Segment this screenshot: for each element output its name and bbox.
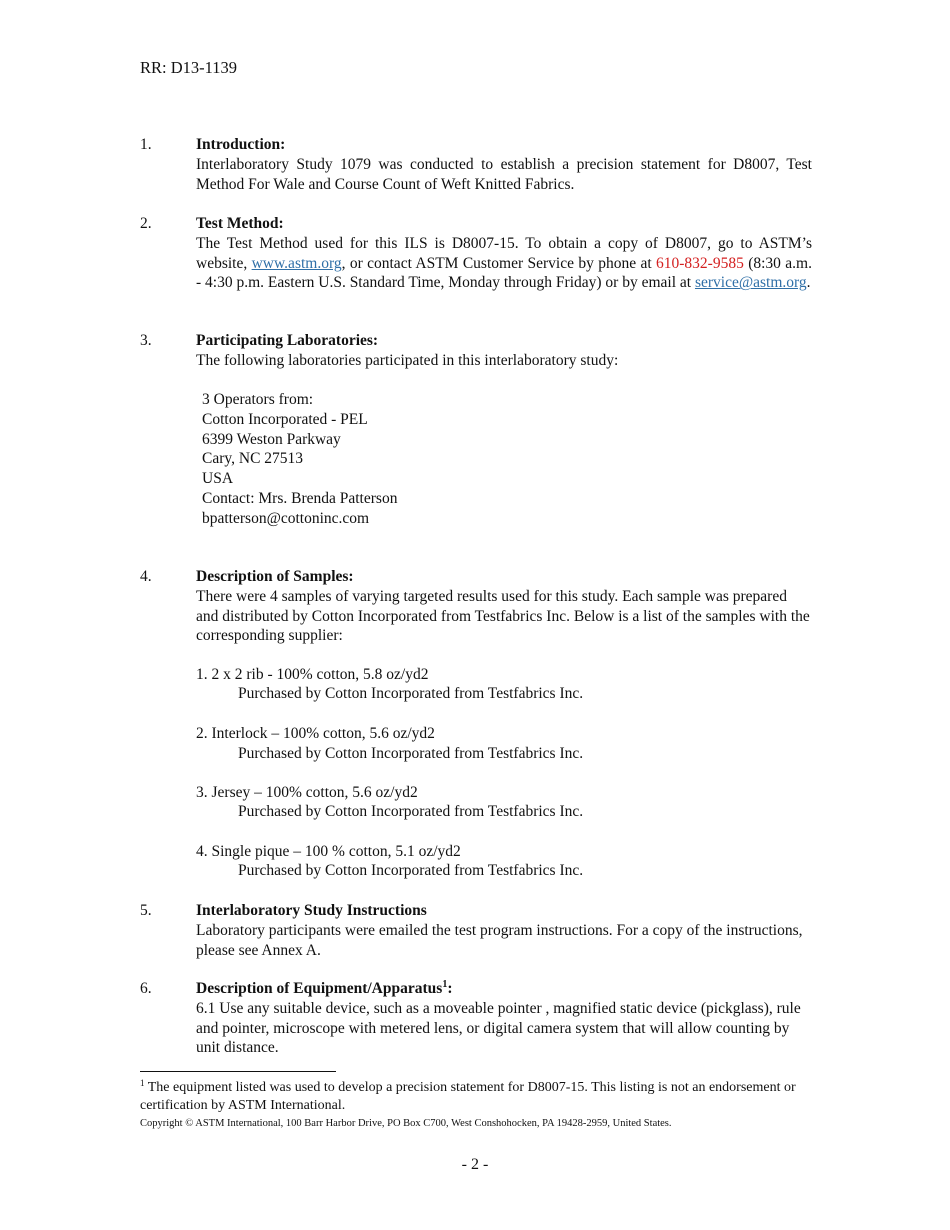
copyright-notice: Copyright © ASTM International, 100 Barr Harbor Drive, PO Box C700, West Conshohocken, PA 19428-2959, United States. — [140, 1118, 672, 1129]
text-fragment: (8:30 a.m. - 4:30 p.m. Eastern U.S. Standard Time, Monday through Friday) or by email at — [196, 254, 812, 292]
address-line: bpatterson@cottoninc.com — [202, 509, 370, 527]
footnote-marker: 1 — [140, 1078, 145, 1088]
section-text — [196, 234, 812, 293]
section-text: 6.1 Use any suitable device, such as a moveable pointer , magnified static device (pickglass), rule and pointer, microscope with metered lens, or digital camera system that will allow counting by unit distance. — [196, 999, 801, 1057]
footnote — [140, 1079, 800, 1115]
section-heading: Test Method: — [196, 215, 284, 232]
address-line: 3 Operators from: — [202, 391, 314, 408]
phone-number: 610-832-9585 — [656, 254, 744, 272]
section-heading: Introduction: — [196, 136, 286, 153]
section-heading: Description of Samples: — [196, 568, 354, 585]
sample-item: 1. 2 x 2 rib - 100% cotton, 5.8 oz/yd2 — [196, 666, 429, 683]
footnote-reference: 1 — [442, 979, 448, 990]
section-participating-laboratories — [196, 331, 812, 371]
text-fragment: . — [806, 274, 811, 292]
section-number: 5. — [140, 902, 152, 919]
sample-supplier: Purchased by Cotton Incorporated from Testfabrics Inc. — [238, 862, 584, 879]
section-number: 4. — [140, 568, 152, 585]
astm-website-link[interactable]: www.astm.org — [251, 254, 342, 272]
section-heading: Participating Laboratories: — [196, 332, 379, 349]
heading-text: : — [447, 980, 453, 997]
address-line: Cary, NC 27513 — [202, 450, 304, 468]
heading-text: Description of Equipment/Apparatus — [196, 980, 443, 997]
laboratory-address — [202, 390, 397, 529]
address-line: USA — [202, 470, 234, 488]
page-number: - 2 - — [461, 1156, 489, 1173]
section-text: Laboratory participants were emailed the test program instructions. For a copy of the instructions, please see Annex A. — [196, 921, 803, 959]
sample-supplier: Purchased by Cotton Incorporated from Testfabrics Inc. — [238, 685, 584, 702]
sample-supplier: Purchased by Cotton Incorporated from Testfabrics Inc. — [238, 803, 584, 820]
text-fragment: The Test Method used for this ILS is D8007-15. To obtain a copy of D8007, go to ASTM’s website, — [196, 234, 812, 272]
section-test-method — [196, 214, 812, 293]
footnote-divider — [140, 1071, 336, 1072]
section-number: 2. — [140, 215, 152, 232]
footnote-text: The equipment listed was used to develop a precision statement for D8007-15. This listing is not an endorsement or certification by ASTM International. — [140, 1080, 796, 1113]
section-number: 3. — [140, 332, 152, 349]
section-heading: Interlaboratory Study Instructions — [196, 902, 427, 919]
address-line: Cotton Incorporated - PEL — [202, 410, 368, 428]
section-number: 1. — [140, 136, 152, 153]
sample-item: 2. Interlock – 100% cotton, 5.6 oz/yd2 — [196, 725, 435, 742]
report-id: RR: D13-1139 — [140, 58, 238, 77]
section-introduction — [196, 135, 812, 194]
text-fragment: , or contact ASTM Customer Service by phone at — [341, 254, 657, 272]
section-text: There were 4 samples of varying targeted results used for this study. Each sample was prepared and distributed by Cotton Incorporated from Testfabrics Inc. Below is a list of the samples with the corresponding supplier: — [196, 587, 810, 645]
section-text: The following laboratories participated in this interlaboratory study: — [196, 351, 619, 369]
section-equipment — [196, 979, 812, 1058]
sample-item: 3. Jersey – 100% cotton, 5.6 oz/yd2 — [196, 784, 418, 801]
section-number: 6. — [140, 980, 152, 997]
section-ils-instructions — [196, 901, 812, 960]
sample-item: 4. Single pique – 100 % cotton, 5.1 oz/yd2 — [196, 843, 461, 860]
section-heading — [196, 979, 812, 999]
section-text: Interlaboratory Study 1079 was conducted to establish a precision statement for D8007, Test Method For Wale and Course Count of Weft Knitted Fabrics. — [196, 155, 812, 193]
address-line: Contact: Mrs. Brenda Patterson — [202, 489, 398, 507]
sample-supplier: Purchased by Cotton Incorporated from Testfabrics Inc. — [238, 745, 584, 762]
address-line: 6399 Weston Parkway — [202, 430, 341, 448]
astm-email-link[interactable]: service@astm.org — [694, 274, 807, 292]
section-description-of-samples — [196, 567, 812, 646]
